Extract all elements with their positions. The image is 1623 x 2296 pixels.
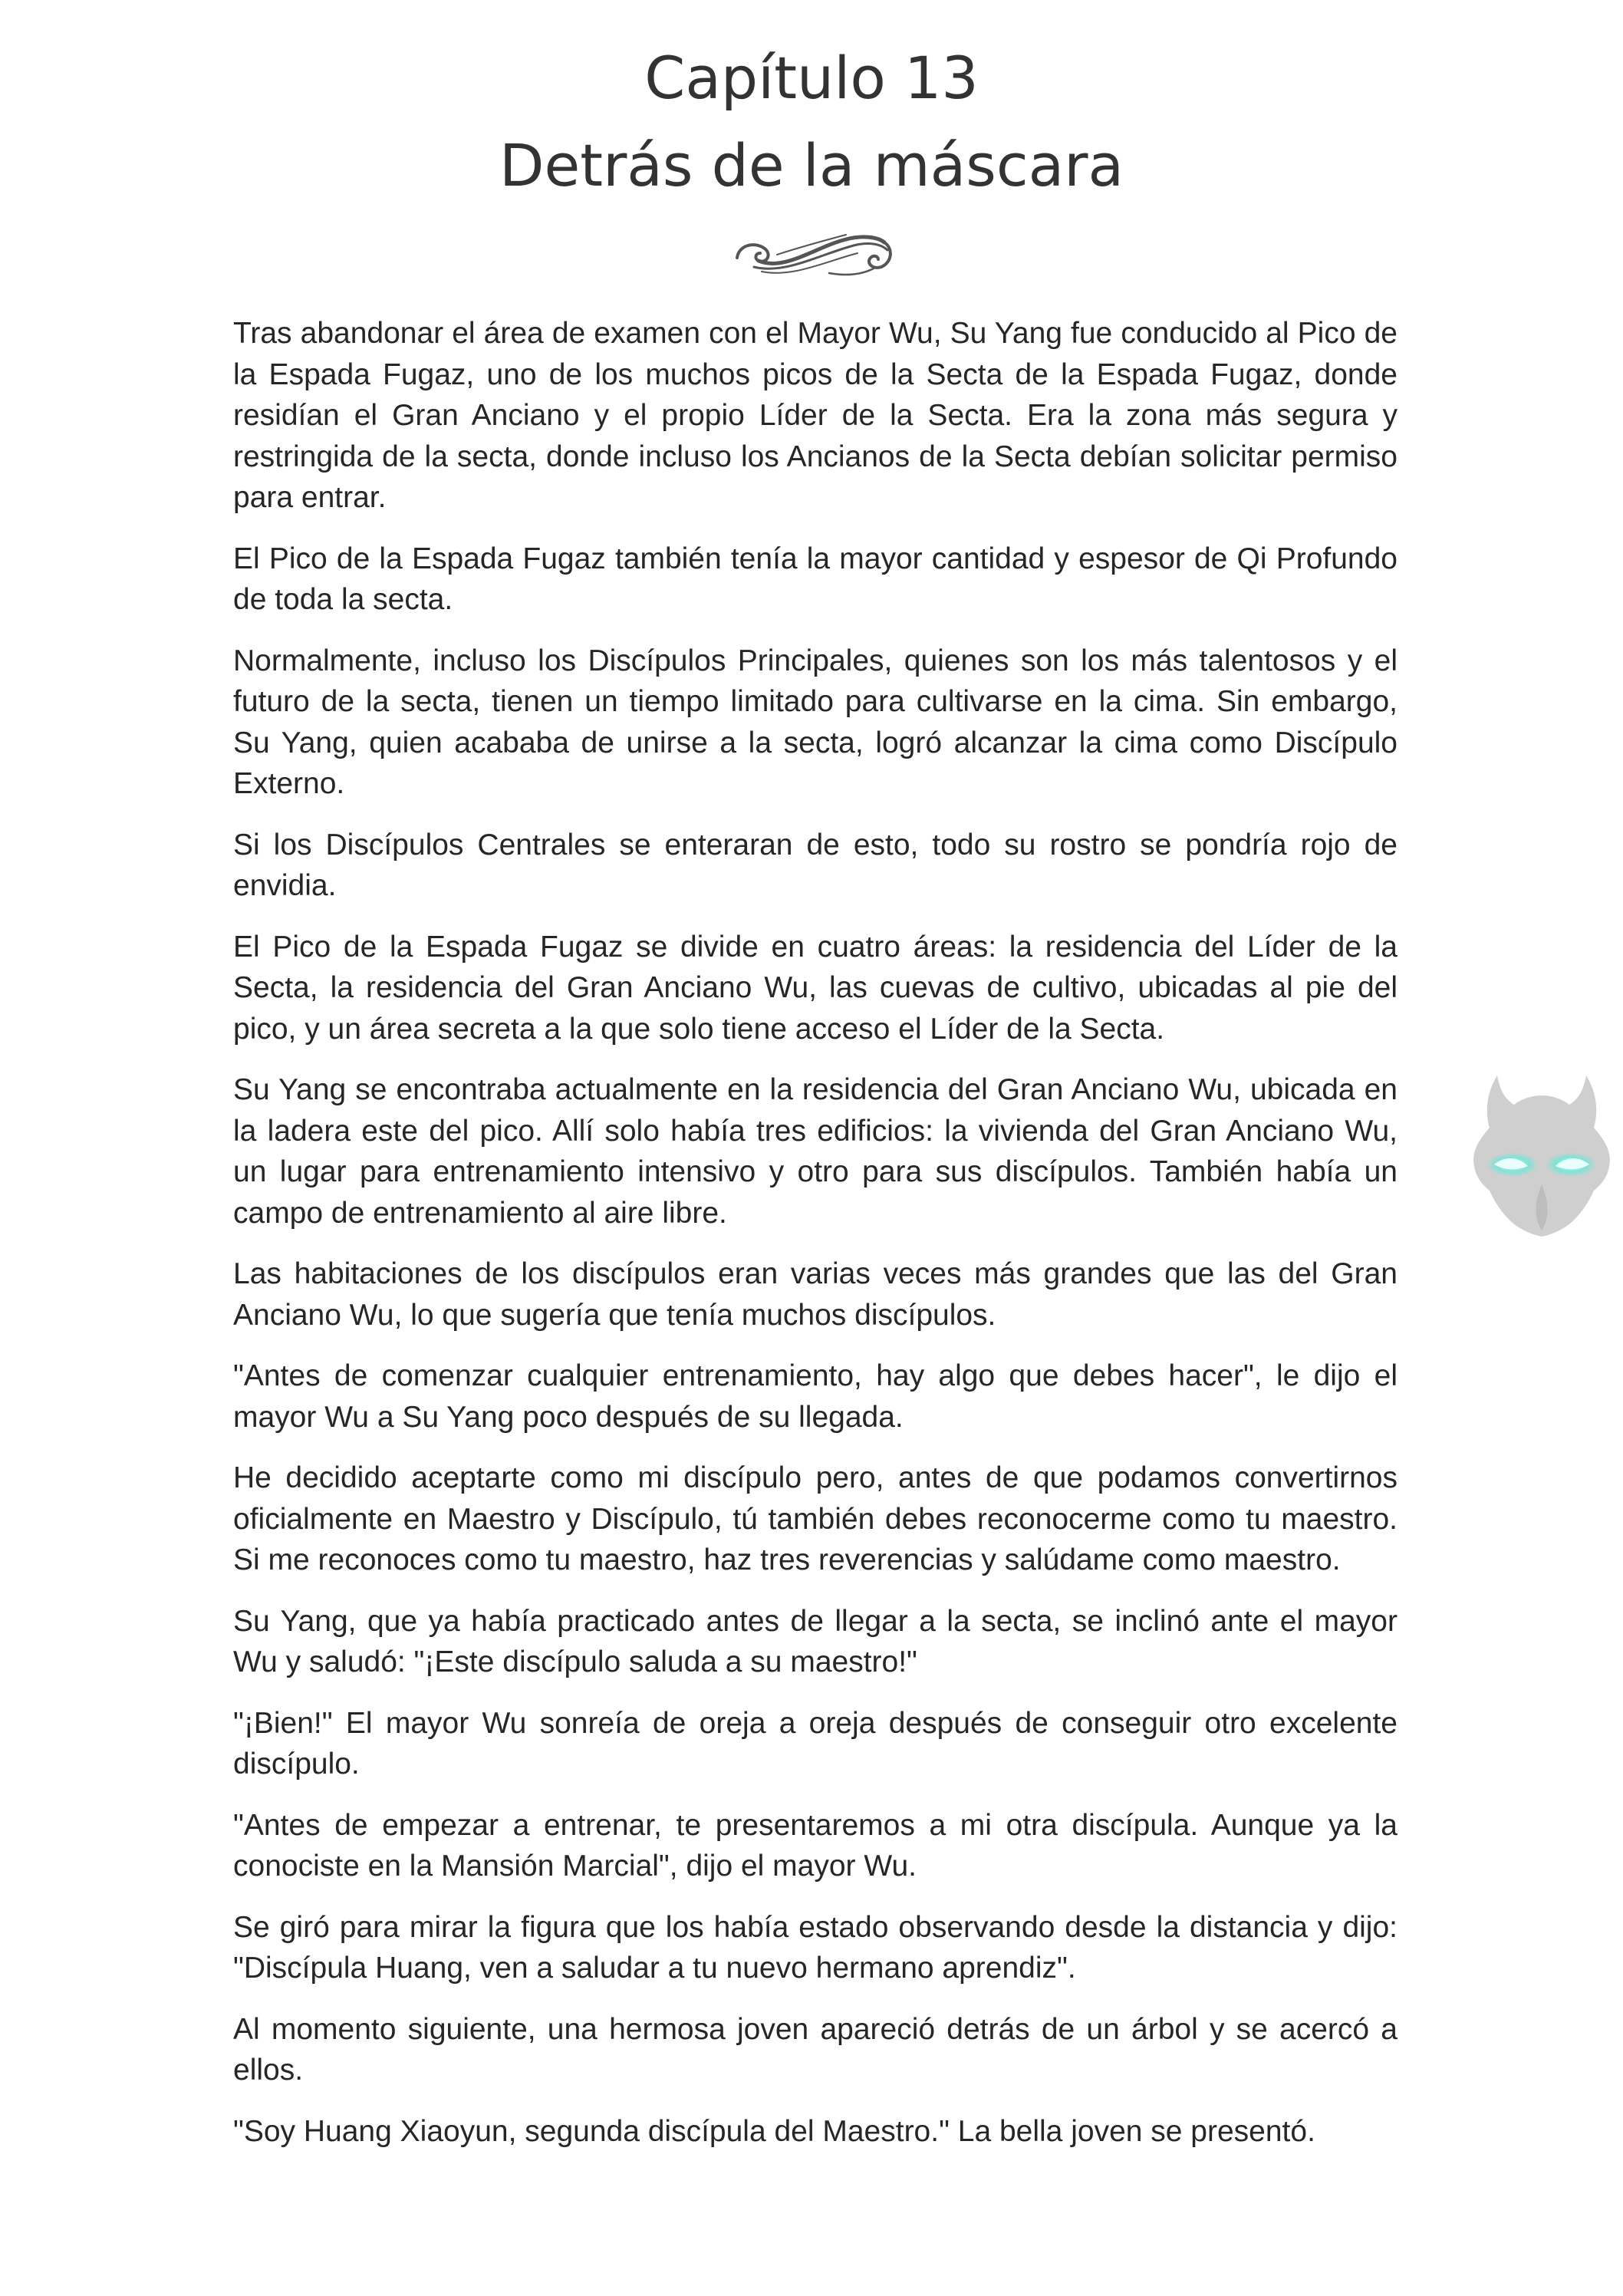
paragraph: Normalmente, incluso los Discípulos Principales, quienes son los más talentosos y el futuro de la secta, tienen un tiempo limitado para cultivarse en la cima. Sin embargo, Su Yang, quien acababa de unirse a la secta, logró alcanzar la cima como Discípulo Externo. xyxy=(233,644,1397,800)
paragraph: Las habitaciones de los discípulos eran varias veces más grandes que las del Gran Anciano Wu, lo que sugería que tenía muchos discípulos. xyxy=(233,1257,1397,1332)
demon-head-logo-icon xyxy=(1467,1069,1617,1238)
paragraph: El Pico de la Espada Fugaz también tenía la mayor cantidad y espesor de Qi Profundo de toda la secta. xyxy=(233,542,1397,616)
paragraph: "Antes de empezar a entrenar, te presentaremos a mi otra discípula. Aunque ya la conociste en la Mansión Marcial", dijo el mayor Wu. xyxy=(233,1808,1397,1883)
paragraph: Su Yang, que ya había practicado antes de llegar a la secta, se inclinó ante el mayor Wu y saludó: "¡Este discípulo saluda a su maestro!" xyxy=(233,1604,1397,1678)
paragraph: Al momento siguiente, una hermosa joven apareció detrás de un árbol y se acercó a ellos. xyxy=(233,2012,1397,2087)
flourish-divider-icon xyxy=(731,224,895,285)
paragraph: He decidido aceptarte como mi discípulo pero, antes de que podamos convertirnos oficialmente en Maestro y Discípulo, tú también debes reconocerme como tu maestro. Si me reconoces como tu maestro, haz tres reverencias y salúdame como maestro. xyxy=(233,1461,1397,1576)
chapter-body xyxy=(233,313,1397,2172)
paragraph: El Pico de la Espada Fugaz se divide en cuatro áreas: la residencia del Líder de la Secta, la residencia del Gran Anciano Wu, las cuevas de cultivo, ubicadas al pie del pico, y un área secreta a la que solo tiene acceso el Líder de la Secta. xyxy=(233,930,1397,1046)
chapter-title: Detrás de la máscara xyxy=(499,131,1124,199)
paragraph: "¡Bien!" El mayor Wu sonreía de oreja a oreja después de conseguir otro excelente discípulo. xyxy=(233,1706,1397,1780)
paragraph: Su Yang se encontraba actualmente en la residencia del Gran Anciano Wu, ubicada en la ladera este del pico. Allí solo había tres edificios: la vivienda del Gran Anciano Wu, un lugar para entrenamiento intensivo y otro para sus discípulos. También había un campo de entrenamiento al aire libre. xyxy=(233,1073,1397,1230)
paragraph: Si los Discípulos Centrales se enteraran de esto, todo su rostro se pondría rojo de envidia. xyxy=(233,828,1397,902)
paragraph: "Soy Huang Xiaoyun, segunda discípula del Maestro." La bella joven se presentó. xyxy=(233,2114,1315,2148)
paragraph: Tras abandonar el área de examen con el Mayor Wu, Su Yang fue conducido al Pico de la Espada Fugaz, uno de los muchos picos de la Secta de la Espada Fugaz, donde residían el Gran Anciano y el propio Líder de la Secta. Era la zona más segura y restringida de la secta, donde incluso los Ancianos de la Secta debían solicitar permiso para entrar. xyxy=(233,317,1397,514)
paragraph: Se giró para mirar la figura que los había estado observando desde la distancia y dijo: "Discípula Huang, ven a saludar a tu nuevo hermano aprendiz". xyxy=(233,1910,1397,1985)
chapter-number: Capítulo 13 xyxy=(644,44,979,112)
paragraph: "Antes de comenzar cualquier entrenamiento, hay algo que debes hacer", le dijo el mayor Wu a Su Yang poco después de su llegada. xyxy=(233,1359,1397,1434)
